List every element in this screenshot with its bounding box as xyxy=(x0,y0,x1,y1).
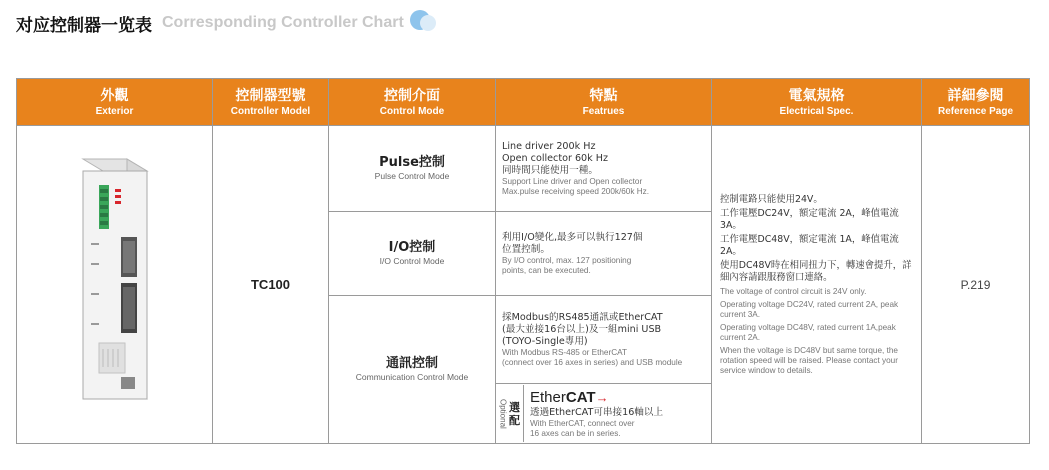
feature-pulse: Line driver 200k Hz Open collector 60k Hz 同時間只能使用一種。 Support Line driver and Open collector Max.pulse receiving speed 200k/60k Hz. xyxy=(496,126,712,212)
feature-io: 利用I/O變化,最多可以執行127個 位置控制。 By I/O control, max. 127 positioning points, can be executed. xyxy=(496,212,712,296)
feature-communication: 採Modbus的RS485通訊或EtherCAT (最大並接16台以上)及一組mini USB (TOYO-Single專用) With Modbus RS-485 or EtherCAT (connect over 16 axes in series) and USB module xyxy=(496,296,712,384)
electrical-spec: 控制電路只能使用24V。 工作電壓DC24V，額定電流 2A，峰值電流3A。 工作電壓DC48V，額定電流 1A，峰值電流2A。 使用DC48V時在相同扭力下，轉速會提升，詳細內容請跟服務窗口連絡。 The voltage of control circuit is 24V only. Operating voltage DC24V, rated current 2A, peak current 3A. Operating voltage DC48V, rated current 1A,peak current 2A. When the voltage is DC48V but same torque, the rotation speed will be raised. Please contact your service window to details. xyxy=(712,126,922,444)
mode-pulse: Pulse控制 Pulse Control Mode xyxy=(329,126,496,212)
header-reference-page: 詳細參閱 Reference Page xyxy=(922,79,1030,126)
optional-label: Optional 選 配 xyxy=(496,385,524,442)
ethercat-logo: EtherCAT→ xyxy=(530,389,609,406)
mode-io: I/O控制 I/O Control Mode xyxy=(329,212,496,296)
controller-device-image xyxy=(55,153,175,413)
header-exterior: 外觀 Exterior xyxy=(17,79,213,126)
ethercat-option-cell: Optional 選 配 EtherCAT→ 透過EtherCAT可串接16軸以上 With EtherCAT, connect over 16 axes can be in series. xyxy=(496,384,712,444)
controller-table xyxy=(16,78,1030,444)
table-row xyxy=(17,126,1030,212)
header-control-mode: 控制介面 Control Mode xyxy=(329,79,496,126)
page-title: 对应控制器一览表 xyxy=(16,15,152,36)
table-header-row xyxy=(17,79,1030,126)
header-features: 特點 Featrues xyxy=(496,79,712,126)
exterior-cell xyxy=(17,126,213,444)
header-electrical-spec: 電氣規格 Electrical Spec. xyxy=(712,79,922,126)
page-title-row xyxy=(16,8,436,38)
header-controller-model: 控制器型號 Controller Model xyxy=(213,79,329,126)
page-subtitle: Corresponding Controller Chart xyxy=(162,14,404,31)
reference-page: P.219 xyxy=(922,126,1030,444)
controller-model: TC100 xyxy=(213,126,329,444)
decorative-dot-icon xyxy=(410,10,436,36)
mode-communication: 通訊控制 Communication Control Mode xyxy=(329,296,496,444)
